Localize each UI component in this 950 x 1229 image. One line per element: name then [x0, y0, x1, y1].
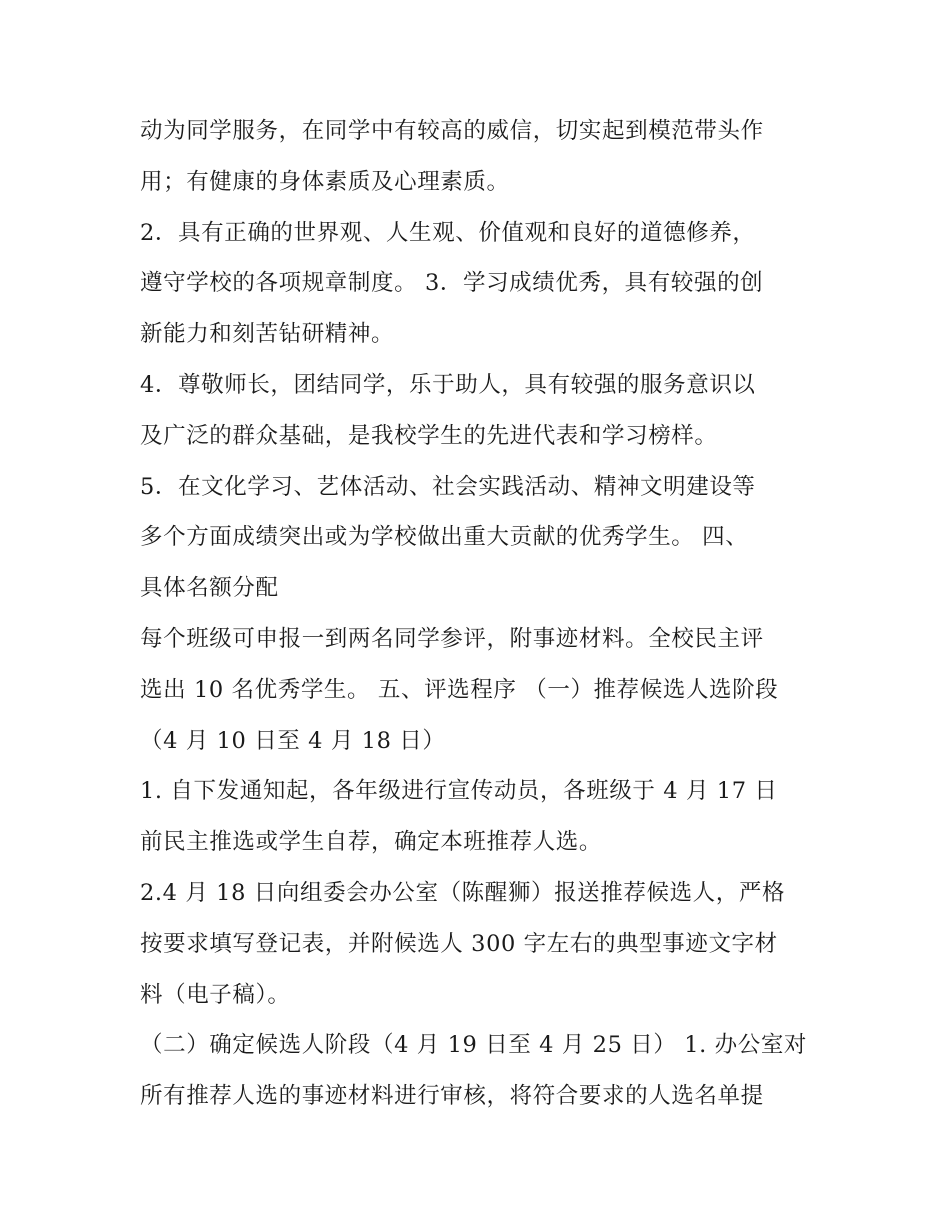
text-line-12: 选出 10 名优秀学生。 五、评选程序 （一）推荐候选人选阶段: [140, 676, 779, 703]
text-line-11: 每个班级可申报一到两名同学参评，附事迹材料。全校民主评: [140, 625, 764, 652]
text-line-10: 具体名额分配: [140, 575, 279, 602]
text-line-9: 多个方面成绩突出或为学校做出重大贡献的优秀学生。 四、: [140, 524, 749, 551]
text-line-18: 料（电子稿）。: [140, 981, 291, 1008]
text-line-17: 按要求填写登记表，并附候选人 300 字左右的典型事迹文字材: [140, 930, 778, 957]
text-line-13: （4 月 10 日至 4 月 18 日）: [140, 727, 446, 754]
text-line-19: （二）确定候选人阶段（4 月 19 日至 4 月 25 日） 1. 办公室对: [140, 1032, 808, 1059]
text-line-14: 1. 自下发通知起，各年级进行宣传动员，各班级于 4 月 17 日: [140, 778, 778, 805]
text-line-4: 遵守学校的各项规章制度。 3．学习成绩优秀，具有较强的创: [140, 270, 764, 297]
text-line-3: 2．具有正确的世界观、人生观、价值观和良好的道德修养，: [140, 219, 756, 246]
text-line-6: 4．尊敬师长，团结同学，乐于助人，具有较强的服务意识以: [140, 371, 756, 398]
text-line-5: 新能力和刻苦钻研精神。: [140, 321, 395, 348]
document-body: [140, 106, 820, 1122]
text-line-1: 动为同学服务，在同学中有较高的威信，切实起到模范带头作: [140, 118, 764, 144]
text-line-16: 2.4 月 18 日向组委会办公室（陈醒狮）报送推荐候选人，严格: [140, 879, 786, 906]
text-line-7: 及广泛的群众基础，是我校学生的先进代表和学习榜样。: [140, 422, 718, 449]
text-line-20: 所有推荐人选的事迹材料进行审核，将符合要求的人选名单提: [140, 1083, 764, 1110]
text-line-15: 前民主推选或学生自荐，确定本班推荐人选。: [140, 829, 603, 856]
text-line-8: 5．在文化学习、艺体活动、社会实践活动、精神文明建设等: [140, 473, 756, 500]
text-line-2: 用；有健康的身体素质及心理素质。: [140, 168, 510, 195]
